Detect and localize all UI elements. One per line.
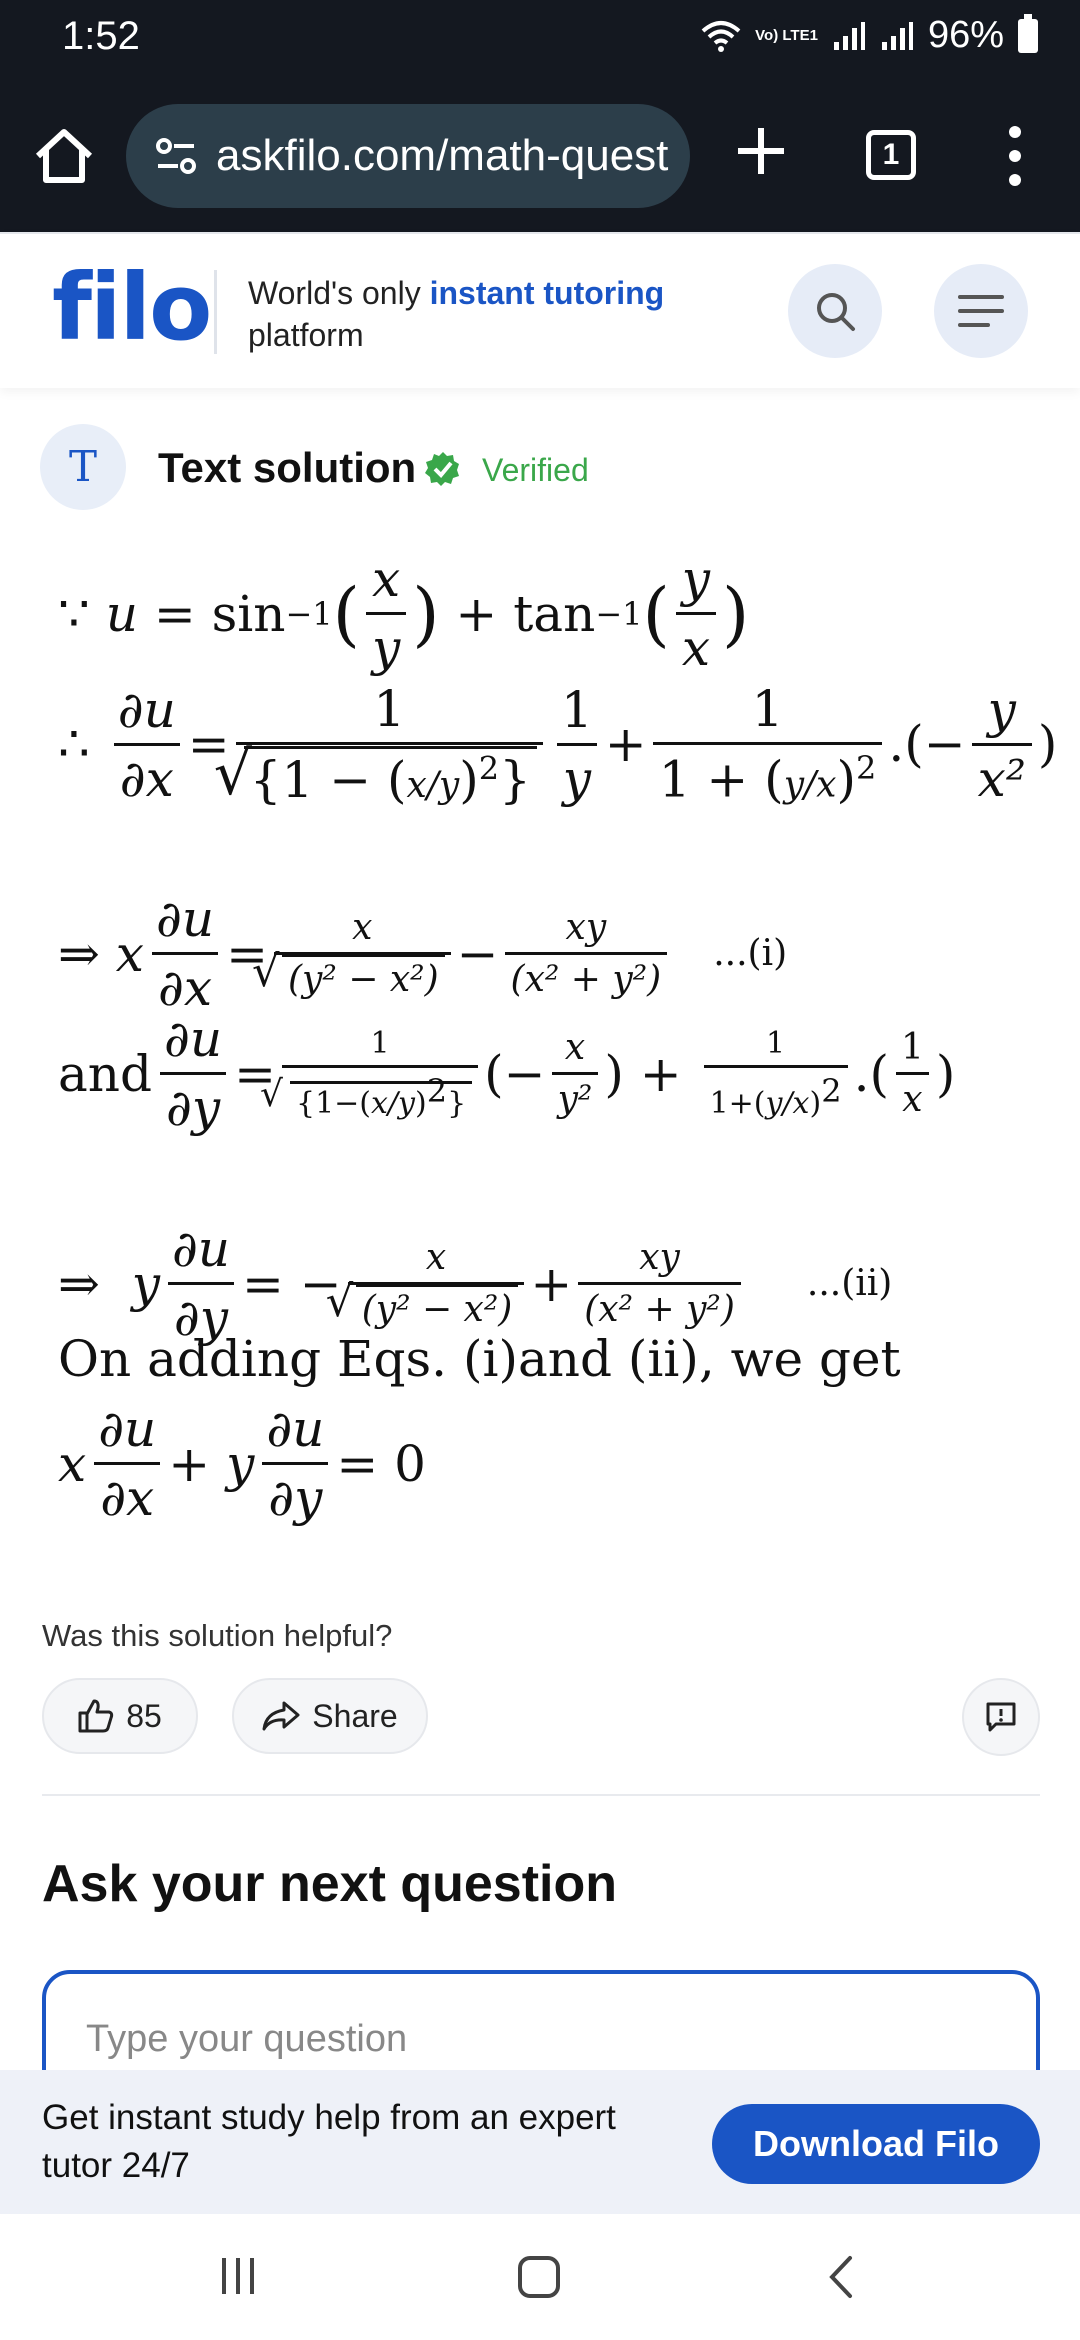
eq-i-label: ...(i) (713, 933, 788, 974)
ask-title: Ask your next question (42, 1855, 617, 1913)
battery-percent: 96% (927, 14, 1004, 56)
thumbs-up-icon (78, 1699, 114, 1733)
share-button[interactable] (232, 1678, 428, 1754)
status-icons (701, 14, 1038, 57)
math-line-3: ⇒ x $\frac{\partial u}{\partial x}$ = x √ (y² − x²) − $\frac{xy}{\text{(x² + y²)}}$ ...(i) (58, 890, 787, 1017)
new-tab-icon[interactable] (730, 120, 792, 182)
banner-text: Get instant study help from an expert tutor 24/7 (42, 2098, 616, 2185)
wifi-icon (701, 19, 741, 53)
home-nav-icon[interactable] (516, 2254, 562, 2300)
signal-icon-2 (880, 20, 914, 52)
math-line-2: ∴ $\frac{\partial u}{\partial x}$ = 1 √ $\{1 - (x/y)^2\}$ $\frac{1}{y}$ + $\frac{1}{1 + (y/x)^2}$ .(− $\frac{y}{\text{x²}}$ ) (58, 680, 1057, 809)
report-button[interactable] (962, 1678, 1040, 1756)
question-input[interactable]: Type your question (42, 1970, 1040, 2100)
address-bar[interactable] (126, 104, 690, 208)
filo-logo[interactable]: filo (52, 254, 211, 361)
search-icon (813, 289, 857, 333)
solution-header (40, 424, 1040, 512)
math-line-4: and $\frac{\partial u}{\partial y}$ = 1 √ {1−(x/y)2} (− $\frac{x}{\text{y²}}$ ) + $\frac{1}{1+(y/x)2}$ .( $\frac{1}{x}$ ) (58, 1010, 955, 1137)
status-bar (0, 0, 1080, 80)
hamburger-menu-button[interactable] (934, 264, 1028, 358)
browser-toolbar (0, 80, 1080, 232)
home-icon[interactable] (30, 122, 98, 190)
like-count: 85 (126, 1697, 162, 1734)
url-text[interactable]: askfilo.com/math-quest (216, 131, 669, 180)
battery-icon (1018, 19, 1038, 53)
like-button[interactable] (42, 1678, 198, 1754)
system-nav-bar (0, 2214, 1080, 2340)
signal-icon (832, 20, 866, 52)
tagline (248, 272, 664, 356)
download-banner (0, 2070, 1080, 2214)
share-label: Share (312, 1697, 398, 1734)
site-settings-icon[interactable] (154, 134, 198, 178)
math-line-7: x $\frac{\partial u}{\partial x}$ + y $\frac{\partial u}{\partial y}$ = 0 (58, 1400, 426, 1527)
helpful-question: Was this solution helpful? (42, 1618, 393, 1653)
site-header (0, 232, 1080, 388)
download-filo-button[interactable]: Download Filo (712, 2104, 1040, 2184)
verified-check-icon (424, 450, 462, 488)
share-icon (262, 1701, 300, 1731)
solution-title: Text solution (158, 444, 417, 491)
more-vert-icon[interactable] (1000, 122, 1030, 190)
verified-label: Verified (482, 452, 589, 488)
tagline-suffix: platform (248, 317, 364, 353)
tab-switcher-button[interactable]: 1 (866, 130, 916, 180)
math-line-6: On adding Eqs. (i)and (ii), we get (58, 1330, 901, 1388)
header-divider (214, 270, 217, 354)
text-solution-badge: T (40, 424, 126, 510)
tagline-prefix: World's only (248, 275, 430, 311)
divider (42, 1794, 1040, 1796)
math-line-1: ∵ u = sin −1 ( $\frac{x}{y}$ ) + tan −1 ( $\frac{y}{x}$ ) (58, 550, 750, 677)
eq-ii-label: ...(ii) (806, 1263, 893, 1304)
math-line-5: ⇒ y $\frac{\partial u}{\partial y}$ = − x √ (y² − x²) + $\frac{xy}{\text{(x² + y²)}}$ ...(ii) (58, 1220, 892, 1347)
back-icon[interactable] (826, 2254, 856, 2300)
network-type: Vo) LTE1 (755, 26, 818, 44)
hamburger-icon (958, 291, 1004, 331)
tagline-highlight: instant tutoring (429, 275, 665, 311)
and-word: and (58, 1044, 153, 1103)
search-button[interactable] (788, 264, 882, 358)
recent-apps-icon[interactable] (218, 2254, 258, 2298)
status-time: 1:52 (62, 14, 140, 58)
feedback-icon (984, 1700, 1018, 1734)
